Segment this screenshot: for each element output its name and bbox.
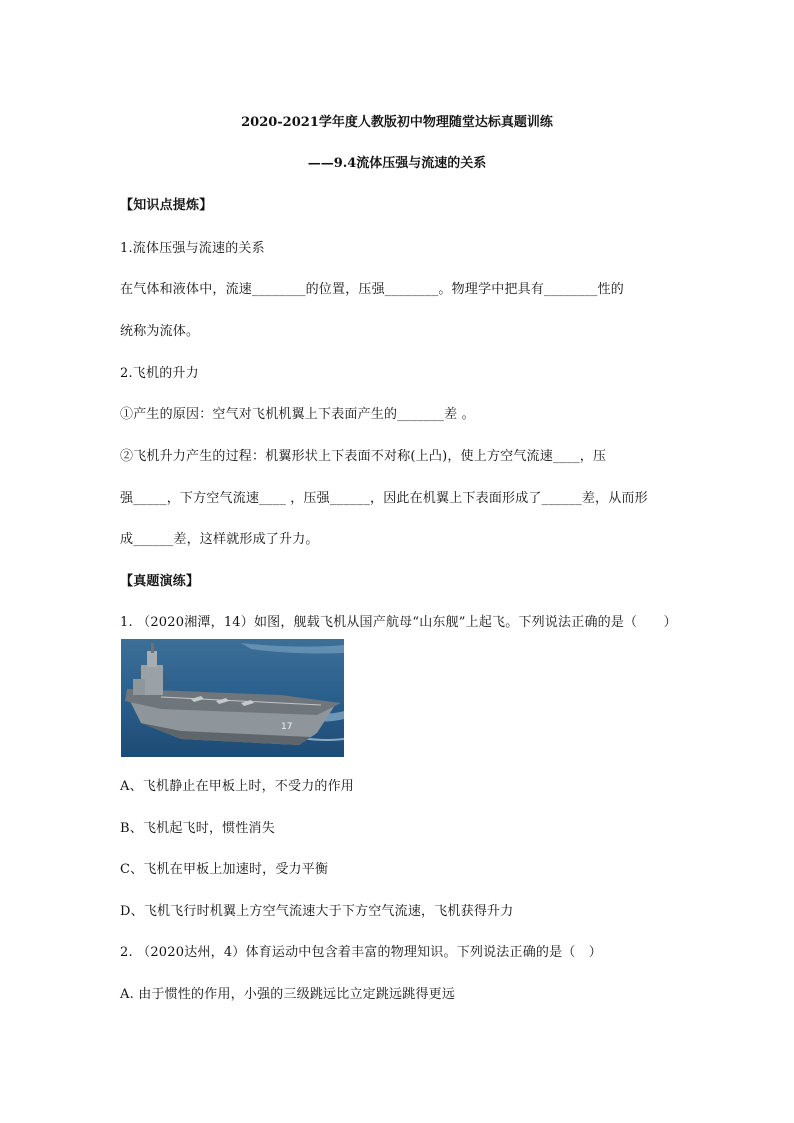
question-1-option-d: D、飞机飞行时机翼上方空气流速大于下方空气流速，飞机获得升力 [120, 904, 514, 919]
page-title: 2020-2021学年度人教版初中物理随堂达标真题训练 [241, 115, 553, 130]
aircraft-carrier-photo [121, 639, 344, 757]
item2-line4: 成______差，这样就形成了升力。 [120, 532, 319, 547]
question-2-stem: 2. （2020达州，4）体育运动中包含着丰富的物理知识。下列说法正确的是（ ） [120, 945, 602, 960]
item1-line1: 在气体和液体中，流速________的位置，压强________。物理学中把具有________性的 [120, 282, 625, 297]
item1-line2: 统称为流体。 [120, 324, 200, 339]
item1-heading: 1.流体压强与流速的关系 [120, 241, 265, 256]
item2-line3: 强_____，下方空气流速____ ，压强______，因此在机翼上下表面形成了______差，从而形 [120, 491, 648, 506]
knowledge-heading: 【知识点提炼】 [120, 198, 213, 213]
item2-line2: ②飞机升力产生的过程：机翼形状上下表面不对称(上凸)，使上方空气流速____，压 [120, 449, 607, 464]
question-1-option-b: B、飞机起飞时，惯性消失 [120, 821, 275, 836]
question-1-stem: 1. （2020湘潭，14）如图，舰载飞机从国产航母“山东舰”上起飞。下列说法正确的是（ ） [120, 615, 677, 630]
question-1-option-a: A、飞机静止在甲板上时，不受力的作用 [120, 779, 354, 794]
page-subtitle: ——9.4流体压强与流速的关系 [307, 156, 487, 171]
practice-heading: 【真题演练】 [120, 574, 200, 589]
question-1-option-c: C、飞机在甲板上加速时，受力平衡 [120, 862, 329, 877]
question-2-option-a: A. 由于惯性的作用，小强的三级跳远比立定跳远跳得更远 [120, 987, 456, 1002]
hull-number: 17 [281, 722, 293, 732]
item2-line1: ①产生的原因：空气对飞机机翼上下表面产生的_______差 。 [120, 407, 475, 422]
item2-heading: 2.飞机的升力 [120, 366, 199, 381]
